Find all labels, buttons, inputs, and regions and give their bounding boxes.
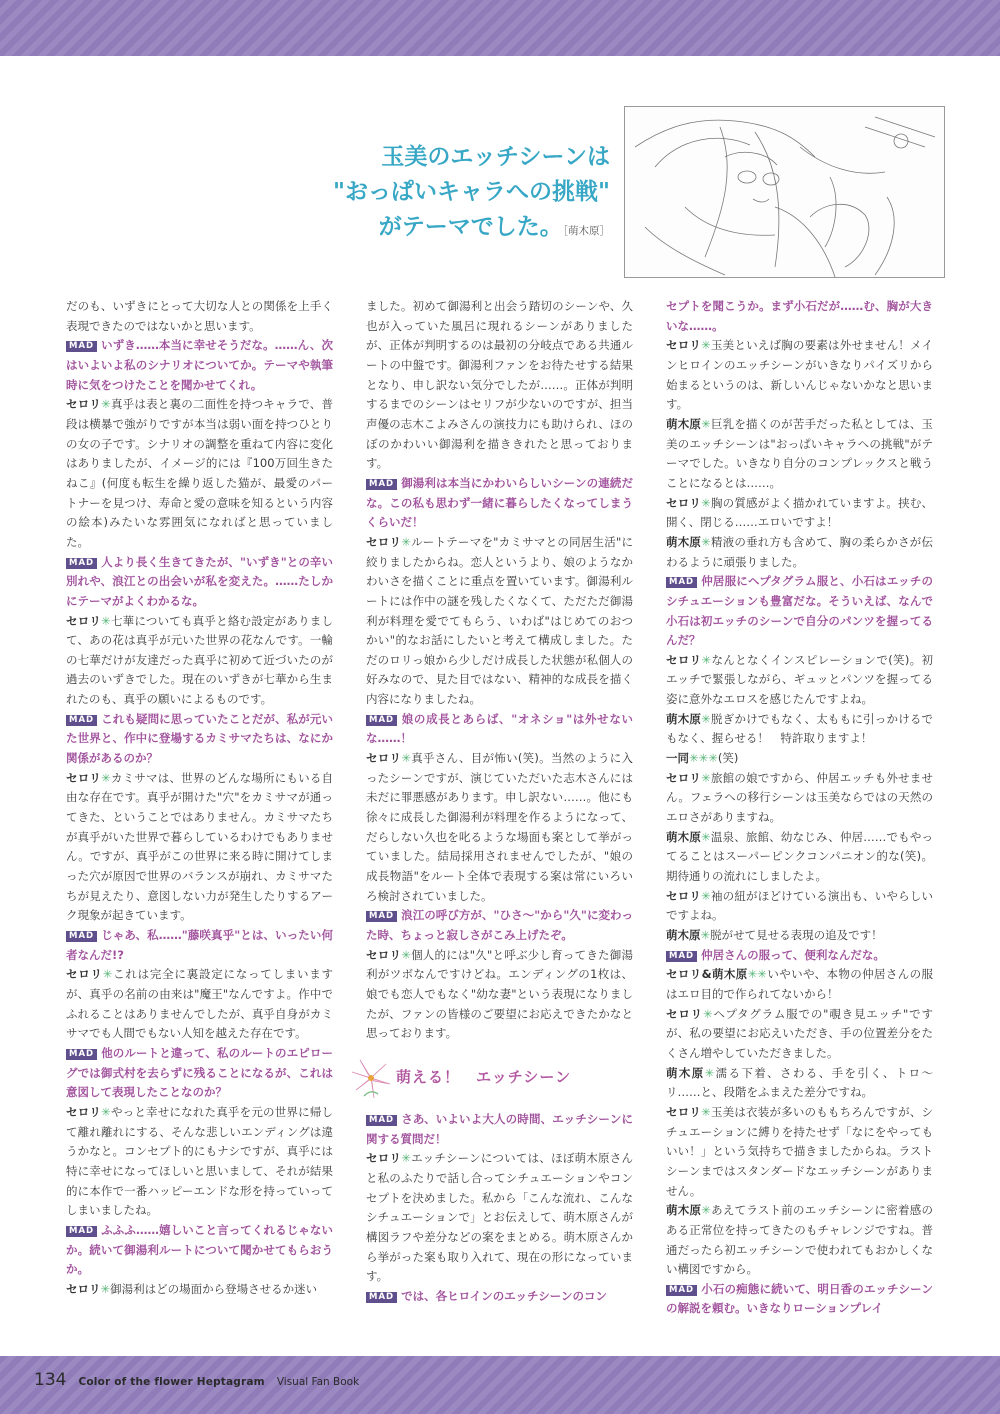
paragraph — [666, 415, 933, 494]
paragraph — [366, 1287, 633, 1307]
speaker-name: セロリ — [366, 1151, 402, 1166]
question-text: 浪江の呼び方が、"ひさ～"から"久"に変わった時、ちょっと寂しさがこみ上げたぞ。 — [366, 908, 633, 942]
speaker-name: セロリ — [66, 397, 102, 412]
answer-text: いやいや、本物の仲居さんの服はエロ目的で作られてないから！ — [666, 967, 933, 1001]
speaker-name: 萌木原 — [666, 416, 702, 431]
illustration-sketch — [624, 106, 945, 278]
paragraph — [666, 887, 933, 926]
paragraph: ました。初めて御湯利と出会う踏切のシーンや、久也が入っていた風呂に現れるシーンがありましたが、正体が判明するのは最初の分岐点である共通ルートの中盤です。御湯利ファンをお待たせする結果となり、申し訳ない気分でしたが……。正体が判明するまでのシーンはセリフが少ないのですが、担当声優の志木こよみさんの演技力にも助けられ、ほのぼのかわいい御湯利を描ききれたと思っております。 — [366, 299, 633, 471]
paragraph — [666, 297, 933, 336]
asterisk-icon: ✳ — [703, 1006, 713, 1021]
interviewer-tag: MAD — [66, 715, 97, 726]
column-2 — [366, 297, 633, 1307]
paragraph — [666, 336, 933, 415]
headline-line-3 — [333, 210, 610, 249]
answer-text: ルートテーマを"カミサマとの同居生活"に絞りましたからね。恋人というより、娘のようなかわいさを描くことに重点を置いています。御湯利ルートには作中の謎を残したくなくて、ただただ御湯利が料理を愛でてもらう、いわば"はじめてのおつかい"的なお話にしたいと考えて構成しました。ただのロリっ娘から少しだけ成長した状態が私個人の好みなので、見た目ではない、精神的な成長を描く内容になりましたね。 — [366, 534, 634, 707]
question-text: では、各ヒロインのエッチシーンのコン — [401, 1288, 608, 1303]
question-text: セプトを聞こうか。まず小石だが……む、胸が大きいな……。 — [666, 299, 933, 333]
lily-flower-icon — [350, 1056, 392, 1100]
speaker-name: セロリ — [666, 770, 702, 785]
answer-text: (笑) — [717, 751, 739, 766]
answer-text: 七華についても真乎と絡む設定がありまして、あの花は真乎が元いた世界の花なんです。一輪の七華だけが友達だった真乎に初めて近づいたのが過去のいずきでした。現在のいずきが七華から生まれたのも、真乎の願いによるものです。 — [66, 613, 333, 707]
asterisk-icon: ✳ — [701, 338, 711, 353]
speaker-name: セロリ — [666, 1104, 702, 1119]
speaker-name: 萌木原 — [666, 829, 702, 844]
headline-line-1: 玉美のエッチシーンは — [381, 144, 610, 170]
asterisk-icon: ✳ — [701, 711, 711, 726]
paragraph — [366, 1149, 633, 1287]
top-header-band — [0, 0, 1000, 56]
speaker-name: セロリ — [666, 338, 702, 353]
interviewer-tag: MAD — [66, 1226, 97, 1237]
speaker-name: セロリ — [366, 751, 402, 766]
paragraph — [666, 965, 933, 1004]
answer-text: 温泉、旅館、幼なじみ、仲居……でもやってることはスーパーピンクコンパニオン的な(笑)。期待通りの流れにしましたよ。 — [666, 829, 933, 884]
column-3 — [666, 297, 933, 1319]
paragraph — [666, 572, 933, 651]
answer-text: エッチシーンについては、ほぼ萌木原さんと私のふたりで話し合ってシチュエーションやコンセプトを決めました。私から「こんな流れ、こんなシチュエーションで」とお伝えして、萌木原さんが構図ラフや差分などの案をまとめる。萌木原さんから挙がった案も取り入れて、現在の形になっています。 — [366, 1151, 634, 1284]
answer-text: 真乎さん、目が怖い(笑)。当然のように入ったシーンですが、演じていただいた志木さんには未だに罪悪感があります。申し訳ない……。他にも徐々に成長した御湯利が料理を作るようになって、だらしない久也を叱るような場面も案として挙がっていました。結局採用されませんでしたが、"娘の成長物語"をルート全体で表現する案は常にいろいろ検討されていました。 — [366, 751, 633, 903]
asterisk-icon: ✳ — [700, 928, 711, 942]
footer — [34, 1370, 359, 1396]
asterisk-icon: ✳ — [101, 613, 111, 628]
asterisk-icon: ✳ — [704, 1065, 715, 1080]
paragraph — [666, 946, 933, 966]
paragraph — [66, 1280, 333, 1300]
paragraph — [366, 1110, 633, 1149]
paragraph — [666, 749, 933, 769]
answer-text: カミサマは、世界のどんな場所にもいる自由な存在です。真乎が開けた"穴"をカミサマが通ってきた、ということではありません。カミサマたちが真乎がいた世界で暮らしているわけでもありません。ですが、真乎がこの世界に来る時に開けてしまった穴が原因で世界のバランスが崩れ、カミサマたちが見えたり、意図しない力が発生したりするアーク現象が起きています。 — [66, 770, 334, 923]
paragraph — [66, 965, 333, 1044]
paragraph — [366, 474, 633, 533]
asterisk-icon: ✳ — [401, 1151, 411, 1166]
asterisk-icon: ✳ — [401, 534, 411, 549]
column-2-part-a — [366, 297, 633, 1044]
question-text: 仲居服にヘプタグラム服と、小石はエッチのシチュエーションも豊富だな。そういえば、なんで小石は初エッチのシーンで自分のパンツを握ってるんだ？ — [666, 574, 933, 648]
paragraph — [66, 710, 333, 769]
asterisk-icon: ✳ — [701, 495, 711, 510]
asterisk-icon: ✳ — [701, 1104, 711, 1119]
question-text: 人より長く生きてきたが、"いずき"との辛い別れや、浪江との出会いが私を変えた。……たしかにテーマがよくわかるな。 — [66, 554, 333, 608]
answer-text: 濡る下着、さわる、手を引く、トロ～リ……と、段階をふまえた差分ですね。 — [666, 1065, 933, 1100]
interviewer-tag: MAD — [366, 1115, 397, 1126]
question-text: 仲居さんの服って、便利なんだな。 — [701, 947, 885, 962]
answer-text: 袖の紐がほどけている演出も、いやらしいですよね。 — [666, 888, 934, 923]
speaker-name: 萌木原 — [666, 534, 702, 549]
answer-text: これは完全に裏設定になってしまいますが、真乎の名前の由来は"魔王"なんですよ。作中でふれることはありませんでしたが、真乎自身がカミサマでも人間でもない人知を越えた存在です。 — [66, 967, 333, 1041]
paragraph — [666, 1005, 933, 1064]
speaker-name: セロリ — [66, 967, 103, 982]
question-text: これも疑問に思っていたことだが、私が元いた世界と、作中に登場するカミサマたちは、なにか関係があるのか？ — [66, 711, 333, 766]
speaker-name: セロリ&萌木原 — [666, 967, 748, 982]
asterisk-icon: ✳ — [701, 416, 711, 431]
answer-text: 玉美は衣装が多いのももちろんですが、シチュエーションに縛りを持たせず「なにをやってもいい！」という気持ちで描きましたからね。ラストシーンまではスタンダードなエッチシーンがありません。 — [666, 1104, 934, 1198]
speaker-name: セロリ — [666, 652, 702, 667]
answer-text: 旅館の娘ですから、仲居エッチも外せません。フェラへの移行シーンは玉美ならではの天然のエロさがありますね。 — [666, 770, 933, 825]
question-text: さあ、いよいよ大人の時間、エッチシーンに関する質問だ！ — [366, 1111, 633, 1146]
speaker-name: 萌木原 — [666, 928, 701, 942]
headline-line-2: "おっぱいキャラへの挑戦" — [333, 179, 610, 205]
interviewer-tag: MAD — [666, 951, 697, 962]
interviewer-tag: MAD — [66, 1049, 97, 1060]
section-header — [350, 1056, 633, 1100]
asterisk-icon: ✳ — [101, 770, 111, 785]
headline-line-3-text: がテーマでした。 — [378, 214, 563, 240]
answer-text: 御湯利はどの場面から登場させるか迷い — [110, 1281, 318, 1296]
asterisk-icon: ✳ — [701, 770, 711, 785]
paragraph — [666, 1201, 933, 1280]
speaker-name: 萌木原 — [666, 1203, 702, 1218]
paragraph — [366, 710, 633, 749]
paragraph — [66, 553, 333, 612]
asterisk-icon: ✳ — [701, 534, 711, 549]
interviewer-tag: MAD — [66, 558, 97, 569]
speaker-name: セロリ — [66, 1104, 102, 1119]
question-text: いずき……本当に幸せそうだな。……ん、次はいよいよ私のシナリオについてか。テーマや執筆時に気をつけたことを聞かせてくれ。 — [66, 338, 333, 392]
interviewer-tag: MAD — [366, 479, 397, 490]
book-subtitle: Visual Fan Book — [276, 1376, 360, 1388]
page-number: 134 — [34, 1370, 67, 1390]
answer-text: 個人的には"久"と呼ぶ少し育ってきた御湯利がツボなんですけどね。エンディングの1枚は、娘でも恋人でもなく"幼な妻"という表現になりましたが、ファンの皆様のご要望にお応えできたかなと思っております。 — [366, 947, 634, 1041]
interviewer-tag: MAD — [66, 341, 97, 352]
paragraph — [66, 1044, 333, 1103]
answer-text: ヘプタグラム服での"覗き見エッチ"ですが、私の要望にお応えいただき、手の位置差分をたくさん増やしていただきました。 — [666, 1006, 933, 1060]
speaker-name: セロリ — [666, 888, 702, 903]
speaker-name: 萌木原 — [666, 711, 702, 726]
speaker-name: セロリ — [366, 534, 402, 549]
speaker-name: セロリ — [66, 613, 102, 628]
paragraph — [66, 612, 333, 710]
interviewer-tag: MAD — [66, 931, 97, 942]
paragraph — [666, 494, 933, 533]
paragraph — [66, 1221, 333, 1280]
answer-text: 脱ぎかけでもなく、太ももに引っかけるでもなく、握らせる！ 特許取りますよ！ — [666, 711, 934, 746]
asterisk-icon: ✳ — [401, 751, 411, 766]
paragraph — [66, 769, 333, 926]
column-1 — [66, 297, 333, 1299]
paragraph — [666, 533, 933, 572]
answer-text: 精液の垂れ方も含めて、胸の柔らかさが伝わるように頑張りました。 — [666, 534, 933, 569]
question-text: 御湯利は本当にかわいらしいシーンの連続だな。この私も思わず一緒に暮らしたくなってしまうくらいだ！ — [366, 475, 633, 530]
answer-text: なんとなくインスピレーションで(笑)。初エッチで緊張しながら、ギュッとパンツを握ってる姿に意外なエロスを感じたんですよね。 — [666, 652, 934, 707]
interviewer-tag: MAD — [366, 1292, 397, 1303]
asterisk-icon: ✳ — [701, 829, 711, 844]
section-title: 萌える！ エッチシーン — [396, 1068, 572, 1087]
asterisk-icon: ✳ — [701, 888, 711, 903]
interviewer-tag: MAD — [666, 1285, 697, 1296]
question-text: 娘の成長とあらば、"オネショ"は外せないな……！ — [366, 711, 633, 746]
question-text: じゃあ、私……"藤咲真乎"とは、いったい何者なんだ!? — [66, 928, 333, 962]
paragraph — [366, 749, 633, 906]
paragraph — [666, 651, 933, 710]
answer-text: 真乎は表と裏の二面性を持つキャラで、普段は横暴で強がりですが本当は弱い面を持つひとりの女の子です。シナリオの調整を重ねて内容に変化はありましたが、イメージ的には『100万回生きたねこ』(何度も転生を繰り返した猫が、最愛のパートナーを見つけ、寿命と愛の意味を知るという内容の絵本)みたいな雰囲気になればと思っていました。 — [66, 397, 333, 549]
question-text: 他のルートと違って、私のルートのエピローグでは御式村を去らずに残ることになるが、これは意図して表現したことなのか？ — [66, 1045, 333, 1100]
question-text: 小石の痴態に続いて、明日香のエッチシーンの解説を頼む。いきなりローションプレイ — [666, 1281, 933, 1316]
asterisk-icon: ✳ — [100, 1281, 111, 1296]
speaker-name: セロリ — [66, 1281, 101, 1296]
paragraph: だのも、いずきにとって大切な人との関係を上手く表現できたのではないかと思います。 — [66, 299, 333, 333]
answer-text: 玉美といえば胸の要素は外せません！メインヒロインのエッチシーンがいきなりパイズリから始まるというのは、新しいんじゃないかなと思います。 — [666, 338, 933, 412]
asterisk-icon: ✳✳ — [747, 967, 767, 982]
answer-text: あえてラスト前のエッチシーンに密着感のある正常位を持ってきたのもチャレンジですね。普通だったら初エッチシーンで使われてもおかしくない構図ですから。 — [666, 1203, 934, 1277]
paragraph — [666, 710, 933, 749]
paragraph — [666, 828, 933, 887]
asterisk-icon: ✳ — [701, 1203, 711, 1218]
speaker-name: セロリ — [666, 495, 702, 510]
speaker-name: セロリ — [366, 947, 402, 962]
interviewer-tag: MAD — [366, 715, 397, 726]
interviewer-tag: MAD — [366, 911, 397, 922]
paragraph — [666, 926, 933, 946]
paragraph — [666, 1280, 933, 1319]
paragraph — [66, 926, 333, 965]
paragraph — [66, 336, 333, 395]
paragraph — [366, 906, 633, 945]
asterisk-icon: ✳ — [101, 1104, 111, 1119]
interviewer-tag: MAD — [666, 577, 697, 588]
speaker-name: セロリ — [66, 770, 102, 785]
speaker-name: 萌木原 — [666, 1065, 705, 1080]
asterisk-icon: ✳ — [401, 947, 411, 962]
paragraph — [666, 769, 933, 828]
answer-text: 胸の質感がよく描かれていますよ。挟む、開く、閉じる……エロいですよ！ — [666, 495, 934, 530]
speaker-name: 一同 — [666, 751, 689, 766]
headline-credit: ［萌木原］ — [562, 225, 610, 237]
column-2-part-b — [366, 1110, 633, 1307]
book-title: Color of the flower Heptagram — [78, 1376, 265, 1388]
question-text: ふふふ……嬉しいこと言ってくれるじゃないか。続いて御湯利ルートについて聞かせてもらおうか。 — [66, 1222, 333, 1277]
speaker-name: セロリ — [666, 1006, 703, 1021]
answer-text: やっと幸せになれた真乎を元の世界に帰して離れ離れにする、そんな悲しいエンディングは違うかなと。コンセプト的にもナシですが、真乎には特に幸せになってほしいと思いまして、それが結果的に本作で一番ハッピーエンドな形を持っていってしまいましたね。 — [66, 1104, 334, 1218]
asterisk-icon: ✳ — [101, 397, 111, 412]
headline — [333, 140, 610, 249]
paragraph — [366, 946, 633, 1044]
paragraph — [666, 1064, 933, 1103]
answer-text: 脱がせて見せる表現の追及です！ — [710, 928, 883, 942]
paragraph — [66, 1103, 333, 1221]
asterisk-icon: ✳ — [701, 652, 712, 667]
answer-text: 巨乳を描くのが苦手だった私としては、玉美のエッチシーンは"おっぱいキャラへの挑戦"がテーマでした。いきなり自分のコンプレックスと戦うことになるとは……。 — [666, 416, 934, 490]
asterisk-icon: ✳✳✳ — [689, 751, 718, 766]
paragraph — [66, 395, 333, 552]
asterisk-icon: ✳ — [102, 967, 113, 982]
paragraph — [366, 533, 633, 710]
paragraph — [666, 1103, 933, 1201]
